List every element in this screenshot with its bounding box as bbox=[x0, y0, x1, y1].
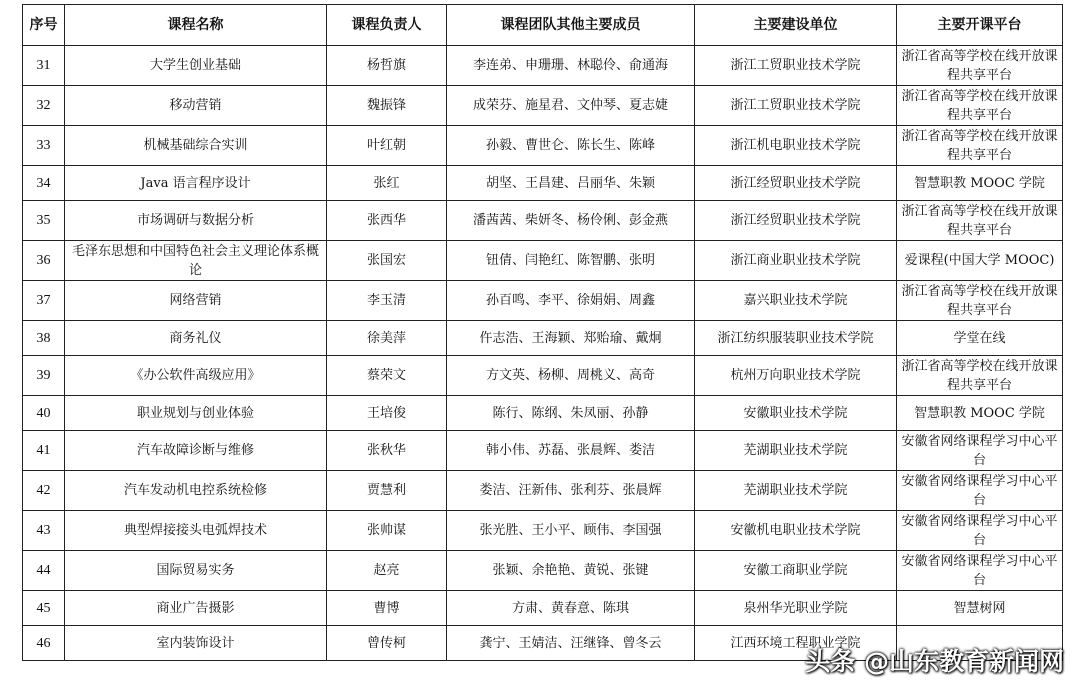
cell-index: 45 bbox=[23, 591, 65, 626]
cell-team: 方肃、黄春意、陈琪 bbox=[447, 591, 695, 626]
cell-lead: 徐美萍 bbox=[327, 321, 447, 356]
cell-team: 陈行、陈纲、朱凤丽、孙静 bbox=[447, 396, 695, 431]
cell-index: 33 bbox=[23, 126, 65, 166]
cell-index: 43 bbox=[23, 511, 65, 551]
header-course-name: 课程名称 bbox=[65, 5, 327, 46]
cell-institution: 江西环境工程职业学院 bbox=[695, 626, 897, 661]
cell-team: 钮倩、闫艳红、陈智鹏、张明 bbox=[447, 241, 695, 281]
cell-team: 娄洁、汪新伟、张利芬、张晨辉 bbox=[447, 471, 695, 511]
table-row bbox=[23, 511, 1063, 551]
cell-course-name: 典型焊接接头电弧焊技术 bbox=[65, 511, 327, 551]
table-header-row bbox=[23, 5, 1063, 46]
cell-institution: 泉州华光职业学院 bbox=[695, 591, 897, 626]
cell-lead: 蔡荣文 bbox=[327, 356, 447, 396]
table-row bbox=[23, 321, 1063, 356]
cell-index: 39 bbox=[23, 356, 65, 396]
cell-platform: 浙江省高等学校在线开放课程共享平台 bbox=[897, 201, 1063, 241]
cell-lead: 曾传柯 bbox=[327, 626, 447, 661]
table-row bbox=[23, 431, 1063, 471]
table-row bbox=[23, 396, 1063, 431]
cell-index: 35 bbox=[23, 201, 65, 241]
cell-platform: 浙江省高等学校在线开放课程共享平台 bbox=[897, 86, 1063, 126]
cell-team: 李连弟、申珊珊、林聪伶、俞通海 bbox=[447, 46, 695, 86]
cell-course-name: 汽车发动机电控系统检修 bbox=[65, 471, 327, 511]
cell-course-name: 汽车故障诊断与维修 bbox=[65, 431, 327, 471]
cell-institution: 安徽工商职业学院 bbox=[695, 551, 897, 591]
table-row bbox=[23, 591, 1063, 626]
cell-institution: 浙江纺织服装职业技术学院 bbox=[695, 321, 897, 356]
cell-lead: 张秋华 bbox=[327, 431, 447, 471]
cell-course-name: 商务礼仪 bbox=[65, 321, 327, 356]
cell-lead: 王培俊 bbox=[327, 396, 447, 431]
cell-platform: 安徽省网络课程学习中心平台 bbox=[897, 551, 1063, 591]
cell-course-name: 网络营销 bbox=[65, 281, 327, 321]
cell-platform: 浙江省高等学校在线开放课程共享平台 bbox=[897, 281, 1063, 321]
cell-lead: 张帅谋 bbox=[327, 511, 447, 551]
cell-index: 38 bbox=[23, 321, 65, 356]
cell-team: 仵志浩、王海颖、郑贻瑜、戴炯 bbox=[447, 321, 695, 356]
cell-lead: 张西华 bbox=[327, 201, 447, 241]
cell-team: 孙毅、曹世仑、陈长生、陈峰 bbox=[447, 126, 695, 166]
cell-team: 方文英、杨柳、周桃义、高奇 bbox=[447, 356, 695, 396]
cell-institution: 浙江工贸职业技术学院 bbox=[695, 86, 897, 126]
table-row bbox=[23, 356, 1063, 396]
table-row bbox=[23, 86, 1063, 126]
cell-course-name: 移动营销 bbox=[65, 86, 327, 126]
table-row bbox=[23, 201, 1063, 241]
cell-index: 31 bbox=[23, 46, 65, 86]
cell-course-name: 毛泽东思想和中国特色社会主义理论体系概论 bbox=[65, 241, 327, 281]
cell-institution: 浙江工贸职业技术学院 bbox=[695, 46, 897, 86]
cell-index: 44 bbox=[23, 551, 65, 591]
cell-course-name: Java 语言程序设计 bbox=[65, 166, 327, 201]
cell-institution: 浙江经贸职业技术学院 bbox=[695, 201, 897, 241]
cell-lead: 贾慧利 bbox=[327, 471, 447, 511]
cell-institution: 杭州万向职业技术学院 bbox=[695, 356, 897, 396]
course-table bbox=[22, 4, 1063, 661]
cell-institution: 嘉兴职业技术学院 bbox=[695, 281, 897, 321]
cell-course-name: 室内装饰设计 bbox=[65, 626, 327, 661]
cell-course-name: 机械基础综合实训 bbox=[65, 126, 327, 166]
cell-team: 韩小伟、苏磊、张晨辉、娄洁 bbox=[447, 431, 695, 471]
cell-lead: 叶红朝 bbox=[327, 126, 447, 166]
header-lead: 课程负责人 bbox=[327, 5, 447, 46]
table-row bbox=[23, 126, 1063, 166]
cell-course-name: 《办公软件高级应用》 bbox=[65, 356, 327, 396]
table-row bbox=[23, 281, 1063, 321]
table-row bbox=[23, 471, 1063, 511]
cell-lead: 张国宏 bbox=[327, 241, 447, 281]
cell-platform: 智慧职教 MOOC 学院 bbox=[897, 396, 1063, 431]
cell-platform: 浙江省高等学校在线开放课程共享平台 bbox=[897, 356, 1063, 396]
cell-course-name: 国际贸易实务 bbox=[65, 551, 327, 591]
cell-team: 成荣芬、施星君、文仲琴、夏志婕 bbox=[447, 86, 695, 126]
cell-lead: 张红 bbox=[327, 166, 447, 201]
cell-lead: 李玉清 bbox=[327, 281, 447, 321]
cell-platform: 智慧职教 MOOC 学院 bbox=[897, 166, 1063, 201]
cell-index: 42 bbox=[23, 471, 65, 511]
cell-index: 37 bbox=[23, 281, 65, 321]
cell-platform: 智慧树网 bbox=[897, 591, 1063, 626]
cell-institution: 芜湖职业技术学院 bbox=[695, 471, 897, 511]
cell-team: 张颖、余艳艳、黄锐、张键 bbox=[447, 551, 695, 591]
cell-index: 46 bbox=[23, 626, 65, 661]
table-row bbox=[23, 241, 1063, 281]
cell-index: 41 bbox=[23, 431, 65, 471]
cell-course-name: 大学生创业基础 bbox=[65, 46, 327, 86]
cell-index: 36 bbox=[23, 241, 65, 281]
cell-institution: 安徽机电职业技术学院 bbox=[695, 511, 897, 551]
cell-platform: 学堂在线 bbox=[897, 321, 1063, 356]
cell-platform: 安徽省网络课程学习中心平台 bbox=[897, 471, 1063, 511]
cell-institution: 安徽职业技术学院 bbox=[695, 396, 897, 431]
header-institution: 主要建设单位 bbox=[695, 5, 897, 46]
cell-team: 胡坚、王昌建、吕丽华、朱颖 bbox=[447, 166, 695, 201]
cell-team: 龚宁、王婧洁、汪继锋、曾冬云 bbox=[447, 626, 695, 661]
cell-team: 孙百鸣、李平、徐娟娟、周鑫 bbox=[447, 281, 695, 321]
header-platform: 主要开课平台 bbox=[897, 5, 1063, 46]
cell-lead: 杨哲旗 bbox=[327, 46, 447, 86]
cell-team: 潘茜茜、柴妍冬、杨伶俐、彭金燕 bbox=[447, 201, 695, 241]
table-row bbox=[23, 46, 1063, 86]
table-row bbox=[23, 551, 1063, 591]
cell-lead: 赵亮 bbox=[327, 551, 447, 591]
cell-platform: 安徽省网络课程学习中心平台 bbox=[897, 431, 1063, 471]
cell-platform: 浙江省高等学校在线开放课程共享平台 bbox=[897, 46, 1063, 86]
cell-platform: 浙江省高等学校在线开放课程共享平台 bbox=[897, 126, 1063, 166]
cell-index: 32 bbox=[23, 86, 65, 126]
cell-course-name: 市场调研与数据分析 bbox=[65, 201, 327, 241]
cell-institution: 浙江机电职业技术学院 bbox=[695, 126, 897, 166]
cell-platform: 爱课程(中国大学 MOOC) bbox=[897, 241, 1063, 281]
header-index: 序号 bbox=[23, 5, 65, 46]
cell-lead: 曹博 bbox=[327, 591, 447, 626]
header-team: 课程团队其他主要成员 bbox=[447, 5, 695, 46]
cell-institution: 芜湖职业技术学院 bbox=[695, 431, 897, 471]
cell-index: 40 bbox=[23, 396, 65, 431]
cell-course-name: 商业广告摄影 bbox=[65, 591, 327, 626]
watermark: 头条 @山东教育新闻网 bbox=[805, 647, 1064, 676]
cell-institution: 浙江商业职业技术学院 bbox=[695, 241, 897, 281]
cell-lead: 魏振锋 bbox=[327, 86, 447, 126]
cell-course-name: 职业规划与创业体验 bbox=[65, 396, 327, 431]
cell-platform: 安徽省网络课程学习中心平台 bbox=[897, 511, 1063, 551]
cell-team: 张光胜、王小平、顾伟、李国强 bbox=[447, 511, 695, 551]
cell-institution: 浙江经贸职业技术学院 bbox=[695, 166, 897, 201]
table-row bbox=[23, 166, 1063, 201]
cell-index: 34 bbox=[23, 166, 65, 201]
